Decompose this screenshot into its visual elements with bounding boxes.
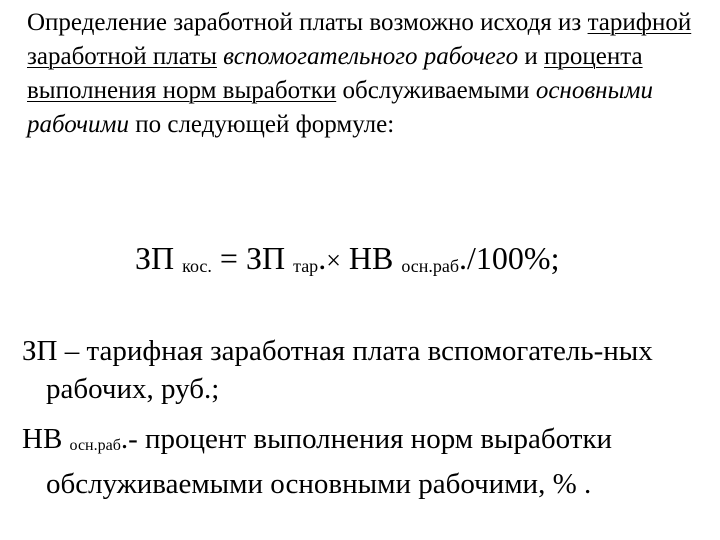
definition-zp (22, 332, 712, 408)
intro-text-4: обслуживаемыми (336, 77, 536, 104)
formula-zp: ЗП (135, 240, 175, 276)
formula-sub-osn-rab: осн.раб (401, 256, 460, 276)
formula-dot-2: . (459, 240, 468, 276)
definition-nv (22, 420, 712, 503)
intro-text-5: по следующей формуле: (128, 111, 395, 138)
intro-italic-main-workers: основными рабочими (27, 77, 653, 138)
formula-tail: /100%; (467, 240, 560, 276)
definition-term: ЗП (22, 335, 58, 367)
formula-equals: = ЗП (211, 240, 286, 276)
formula-sub-tar: тар (293, 256, 319, 276)
definitions-list (22, 332, 712, 503)
formula-dot-1: . (318, 240, 327, 276)
intro-underlined-tariff: тарифной заработной платы (27, 9, 692, 70)
intro-underlined-norm-percent: процента выполнения норм выработки (27, 43, 643, 104)
intro-text-3: и (518, 43, 545, 70)
formula-sub-kos: кос. (182, 256, 212, 276)
intro-paragraph (27, 6, 697, 142)
definition-text: – тарифная заработная плата вспомогатель-ных рабочих, руб.; (46, 335, 653, 405)
intro-italic-auxiliary-worker: вспомогательного рабочего (223, 43, 519, 70)
definition-subscript: осн.раб (69, 437, 121, 454)
definition-text: .- процент выполнения норм выработки обслуживаемыми основными рабочими, % . (46, 423, 613, 500)
intro-text-1: Определение заработной платы возможно исходя из (27, 9, 588, 36)
definition-term: НВ (22, 423, 63, 455)
formula (135, 238, 559, 286)
formula-nv: НВ (340, 240, 394, 276)
formula-multiply-sign: × (326, 246, 341, 275)
